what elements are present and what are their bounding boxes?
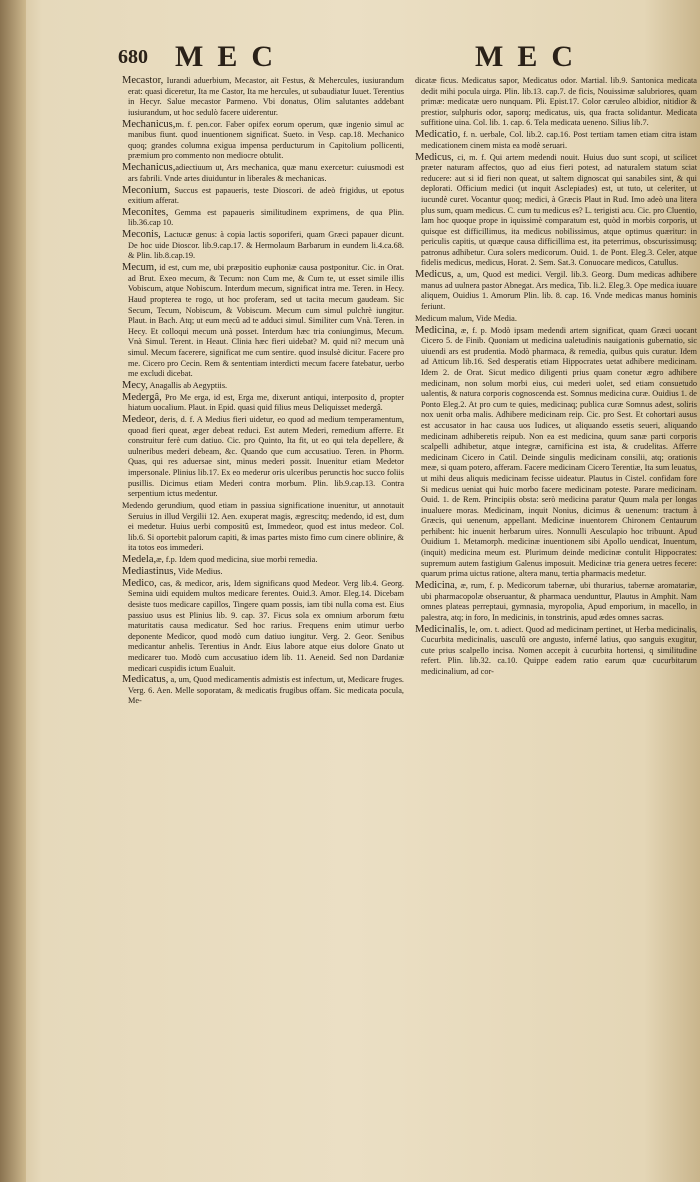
entry-headword: Medergâ, [122, 391, 162, 403]
page-gutter [0, 0, 26, 1182]
entry-headword: Mediastinus, [122, 565, 176, 577]
entry-headword: Medicina, [415, 324, 458, 336]
entry-headword: Meconis, [122, 229, 161, 241]
entry-headword: Medicatio, [415, 129, 461, 141]
left-running-head: MEC [175, 40, 287, 73]
dictionary-entry [415, 76, 697, 129]
entry-text: cas, & medicor, aris, Idem significans quod Medeor. Verg lib.4. Georg. Semina uidi equidem multos medicare ferentes. Ouid.3. Amor. Eleg.14. Dicebam desiste tuos medicare capillos, Tingere quam possis, iam tibi nulla coma est. Eius passiuo usus est Plinius lib. 9. cap. 37. Ficus sola ex omnium arborum fœtu maturitatis causa medicatur. Sed hoc rarius. Frequens enim utimur uerbo deponente Medicor, quod modò cum datiuo iungitur. Verg. 2. Geor. Senibus medicantur anhelis. Terentius in Andr. Eius labore atque eius dolore Gnato ut medicarer tuo. Modò cum accusatiuo idem lib. 11. Aeneid. Sed non Dardaniæ medicari cuspidis ictum Eualuit. [128, 578, 404, 673]
dictionary-entry [122, 501, 404, 554]
entry-headword: Medicus, [415, 151, 454, 163]
dictionary-entry [415, 153, 697, 270]
dictionary-entry [415, 314, 697, 325]
entry-text: Gemma est papaueris similitudinem exprimens, de qua Plin. lib.36.cap 10. [128, 207, 404, 228]
dictionary-entry [122, 76, 404, 118]
right-running-head: MEC [475, 40, 587, 73]
page-number: 680 [118, 46, 148, 68]
dictionary-entry [122, 675, 404, 707]
entry-text: Anagallis ab Aegyptiis. [147, 380, 228, 390]
entry-text: m. f. pen.cor. Faber opifex eorum operum, quæ ingenio simul ac manibus fiunt. quod inuentionem significat. Sueto. in Vesp. cap.18. Mechanico quoq; grandes columna exigua impensa perducturum in Capitolium pollicenti, præmium pro commento non mediocre obtulit. [128, 119, 404, 161]
dictionary-entry [122, 263, 404, 380]
entry-text: a, um, Quod medicamentis admistis est infectum, ut, Medicare fruges. Verg. 6. Aen. Melle soporatam, & medicatis frugibus offam. Sic medicata pocula, Me- [128, 675, 404, 706]
entry-headword: Medico, [122, 577, 157, 589]
dictionary-entry [415, 270, 697, 312]
dictionary-entry [122, 579, 404, 674]
entry-headword: Mecum, [122, 262, 157, 274]
entry-headword: Medela, [122, 554, 157, 566]
entry-text: adiectiuum ut, Ars mechanica, quæ manu exercetur: cuiusmodi est ars fabrili. Vnde artes diuiduntur in liberales & mechanicas. [128, 163, 404, 183]
left-column [122, 76, 404, 1076]
dictionary-entry [415, 581, 697, 623]
entry-headword: Mecastor, [122, 76, 164, 86]
entry-text: Medendo gerundium, quod etiam in passiua significatione inuenitur, ut annotauit Seruius in illud Vergilii 12. Aen. exuperat magis, ægrescitq; medendo, id est, dum ei medetur. Huius uerbi compositû est, Immedeor, quod est intus medeor. Col. lib.6. Si oportebit palorum capiti, & imas partes misto fimo cum cinere oblinire, & ita totos eos immederi. [122, 501, 404, 553]
dictionary-entry [415, 130, 697, 151]
dictionary-entry [415, 625, 697, 678]
entry-text: Medicum malum, Vide Media. [415, 313, 517, 323]
dictionary-entry [122, 555, 404, 566]
entry-headword: Mecy, [122, 379, 148, 391]
entry-text: a, um, Quod est medici. Vergil. lib.3. Georg. Dum medicas adhibere manus ad uulnera pastor Abnegat. Ars medica, Tib. li.2. Eleg.3. Ope medica iuuare aliquem, Ouidius 1. Amorum Plin. lib. 8. cap. 16. Vnde medicas manus hominis feriunt. [421, 270, 697, 312]
dictionary-entry [122, 381, 404, 392]
entry-text: Succus est papaueris, teste Dioscori. de adeò frigidus, ut epotus exitium afferat. [128, 185, 404, 206]
entry-headword: Medicus, [415, 269, 454, 281]
entry-headword: Mechanicus, [122, 162, 176, 174]
entry-headword: Mechanicus, [122, 118, 176, 130]
entry-text: Pro Me erga, id est, Erga me, dixerunt antiqui, interposito d, propter hiatum uocalium. Plaut. in Epid. quasi quid filius meus Deliquisset medergâ. [128, 392, 404, 413]
dictionary-entry [415, 326, 697, 580]
dictionary-entry [122, 208, 404, 229]
entry-text: æ, f. p. Modò ipsam medendi artem significat, quam Græci uocant Cicero 5. de Finib. Quoniam ut medicina ualetudinis nauigationis gubernatio, sic uiuendi ars est prudentia. Modò pharmaca, & remedia, quibus quis curatur. Idem ad Atticum lib.16. Sed desperatis etiam Hippocrates uetat adhibere medicinam. Idem 2. de Orat. Sicut medico diligenti prius quam conetur ægro adhibere medicinam, non solum morbi eius, cui mederi uolet, sed etiam consuetudo ualentis, & natura corporis cognoscenda est. Somnus medicina curæ. Ouidius 1. de Ponto Eleg.2. At pro cum te quies, medicinaq; publica curæ Somnus adest, soliris nox uenit orba malis. Adhibere medicinam reip. Cic. pro Sest. Et cohortari ausus est accusator in hac causa uos Iudices, ut aliquando essetis seueri, aliquando medicinam adhiberetis reipub. Non ea est medicina, quum sanæ parti corporis scalpelli adhibetur, atque integræ, carnificina est ista, & crudelitas. Afferre medicinam Cicero in Catil. Deinde singulis medicinam consilii, atq; orationis meæ, si quam potero, afferam. Facere medicinam Cicero Terentiæ, Ita sum leuatus, ut mihi deus aliquis medicinam fecisse uideatur. Plautus in Cistel. confidam fore Si medicus ueniat qui huic morbo facere medicinam poteste. Parare medicinam. Ouid. 1. de Rem. Principiis obsta: serò medicina paratur Quum mala per longas inualuere moras. Medicinam, inquit Nonius, dicimus & uenenum: tractum à Græcis, qui uenenum, appellant. Medicinæ inuentorem Chironem Centaurum perhibent: hic inuenit herbarum uires. Nonnulli Aesculapio hoc tribuunt. Apud Ouidium 1. Metamorph. medicinæ inuentionem sibi Apollo uendicat, Inuentum, (inquit) medicina meum est. Plurimum deinde medicinæ contulit Hippocrates: supremum autem fastigium Galenus imposuit. Medicinæ tria genera uetres fecere: quarum prima uictus ratione, altera manu, tertia pharmacis medetur. [421, 325, 697, 579]
right-column [415, 76, 697, 1076]
dictionary-entry [122, 120, 404, 162]
entry-headword: Medicatus, [122, 674, 169, 686]
entry-text: Iurandi aduerbium, Mecastor, ait Festus, & Mehercules, iusiurandum erat: quasi diceretur, Ita me Castor, Ita me hercules, ut subaudiatur Iuuet. Terentius in Hecyr. Salue mecastor Parmeno. Vbi donatus, Olim salutantes addebant iusiurandum, ut hoc sedulò facere uiderentur. [128, 76, 404, 117]
entry-text: æ, rum, f. p. Medicorum tabernæ, ubi thurarius, tabernæ aromatariæ, ubi pharmacopolæ obseruantur, & pharmaca uendunttur, Plautus in Amphit. Nam omnes plateas perreptaui, gymnasia, myropolia, Apud emporium, in macello, in palestra, atq; in foro, In medicinis, in tonstrinis, apud ædes omnes sacras. [421, 581, 697, 622]
entry-text: Lactucæ genus: à copia lactis soporiferi, quam Græci papauer dicunt. De hoc uide Dioscor. lib.9.cap.17. & Hermolaum Barbarum in eundem li.4.ca.68. & Plin. lib.8.cap.19. [128, 230, 404, 261]
dictionary-entry [122, 415, 404, 500]
dictionary-entry [122, 393, 404, 414]
dictionary-entry [122, 163, 404, 184]
entry-text: id est, cum me, ubi præpositio euphoniæ causa postponitur. Cic. in Orat. ad Brut. Exeo mecum, & Tecum: non Cum me, & Cum te, ut esset simile illis Vobiscum, atque Nobiscum. Interdum mecum, significat intra me. Teren. in Hecy. Haud propterea te rogo, ut hoc proferam, sed ut tacita mecum gaudeam. Sic Secum, Tecum, Nobiscum, & Vobiscum. Mecum cum simul pulchrè iungitur. Plaut. in Bach. Atq; ut eum mecû ad te adduci simul. Similiter cum Vnà. Teren. in Hecy. Et colloqui mecum unà posset. Interdum hæc tria coniungimus, Mecum. Vnà Simul. Terent. in Heaut. Clinia hæc fieri uidebat? M. quid ni? mecum unà simul. Mecum facerere, significat me cum sentire. quod insulsè dicitur. Facere pro me. Cicero pro Cecin. Rem & sententiam interdicti mecum facere fatebatur, uerbo me excludi dicebat. [128, 263, 404, 379]
entry-text: dicatæ ficus. Medicatus sapor, Medicatus odor. Martial. lib.9. Santonica medicata dedit mihi pocula uirga. Plin. lib.13. cap.7. de ficis, Nouissimæ salubriores, quam primæ: medicatæ uero nunquam. Pli. Epist.17. Color cæruleo albidior, nitidior & prestior, sulphuris odor, saporq; medicatus, uis, qua fracta solidantur. Medicata suffitione uina. Col. lib. 1. cap. 6. Tela medicata ueneno. Silius lib.7. [415, 76, 697, 128]
entry-text: deris, d. f. A Medius fieri uidetur, eo quod ad medium temperamentum, quoad fieri queat, æger debeat reduci. Est autem Mederi, remedium afferre. Et construitur ferè cum datiuo. Cic. pro Quinto, Ita fit, ut eo qui tela depellere, & uulneribus mederi debeam, &c. Quando que cum accusatiuo. Teren. in Phorm. Quas, qui res aduersae sint, minus mederi possit. Inuenitur etiam Medetor impersonale. Plinius lib.17. Ex eo mederur oris ulceribus perunctis hoc succo foliis pusillis. Dicimus etiam Mederi contra morbum. Plin. lib.9.cap.13. Contra serpentium ictus medentur. [128, 415, 404, 499]
entry-headword: Medicina, [415, 580, 458, 592]
entry-text: Vide Medius. [175, 566, 223, 576]
entry-text: æ, f.p. Idem quod medicina, siue morbi remedia. [156, 555, 318, 565]
entry-headword: Meconites, [122, 206, 169, 218]
dictionary-entry [122, 567, 404, 578]
dictionary-entry [122, 230, 404, 262]
entry-headword: Meconium, [122, 184, 171, 196]
entry-text: ci, m. f. Qui artem medendi nouit. Huius duo sunt scopi, ut scilicet præter naturam affectos, quo ad eius fieri potest, ad naturalem statum sciat reducere: aut si id fieri non queat, ut saltem dignoscat qui sanabiles sint, & qui deplorati. Officium medici (ut inquit Asclepiades) est, ut tuto, ut celeriter, ut iucundè curet. Vocantur quoq; medici, à Græcis Plaut in Rud. Imo adeò una litera plus sum, quam medicus. C. cum tu medicus es? L. terigisti acu. Cic. pro Cluentio, Iam hoc quoque prope in iquissimè comparatum est, quòd in morbis corporis, ut quisque est difficillimus, ita medicus nobilissimus, atque optimus quæritur: in periculis capitis, ut quæque causa difficillima est, ita peterrimus, obscurissimusq; patronus adhibetur. Cura solers medicorum. Ouid. 1. de Pont. Eleg.3. Celer, atque fidelis medicus, medicus, Horat. 2. Sem. Sat.3. Conuocare medicos, Catullus. [421, 152, 697, 268]
entry-headword: Medicinalis, [415, 623, 468, 635]
dictionary-entry [122, 186, 404, 207]
entry-text: le, om. t. adiect. Quod ad medicinam pertinet, ut Herba medicinalis, Cucurbita medicinalis, uasculû ore angusto, inferné latius, quo sanguis exugitur, cute prius scalpello incisa. Nomen accepit à cucurbita hortensi, q similitudine refert. Plin. lib.32. ca.10. Quippe eadem ratio earum quæ cucurbitarum medicinalium, ad cor- [421, 624, 697, 676]
entry-text: f. n. uerbale, Col. lib.2. cap.16. Post tertiam tamen etiam citra istam medicationem cinem mista ea modè seruari. [421, 130, 697, 150]
entry-headword: Medeor, [122, 414, 157, 426]
